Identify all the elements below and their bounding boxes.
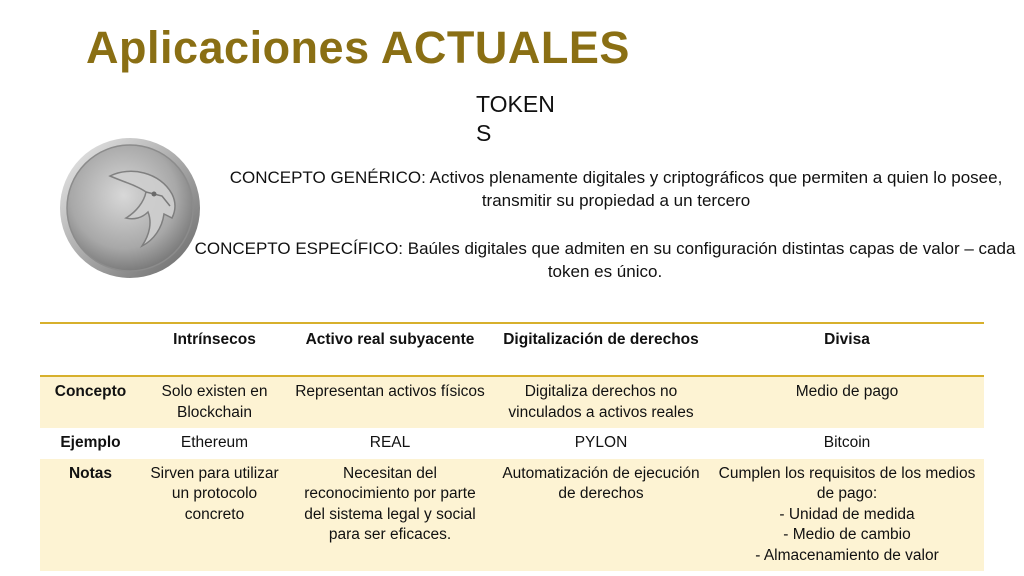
table-header-cell: Digitalización de derechos bbox=[492, 323, 710, 376]
table-cell: Solo existen en Blockchain bbox=[141, 376, 288, 428]
table-cell: PYLON bbox=[492, 428, 710, 459]
table-cell: Sirven para utilizar un protocolo concreto bbox=[141, 459, 288, 572]
tokens-table bbox=[40, 322, 984, 571]
row-label: Ejemplo bbox=[40, 428, 141, 459]
table-header-row bbox=[40, 323, 984, 376]
concept-specific-text: CONCEPTO ESPECÍFICO: Baúles digitales que admiten en su configuración distintas capas de valor – cada token es único. bbox=[194, 239, 1016, 281]
table-cell: Digitaliza derechos no vinculados a activos reales bbox=[492, 376, 710, 428]
table-cell: Automatización de ejecución de derechos bbox=[492, 459, 710, 572]
table-cell: Necesitan del reconocimiento por parte del sistema legal y social para ser eficaces. bbox=[288, 459, 492, 572]
table-row bbox=[40, 428, 984, 459]
table-cell: Cumplen los requisitos de los medios de pago: - Unidad de medida - Medio de cambio - Almacenamiento de valor bbox=[710, 459, 984, 572]
table-cell: Representan activos físicos bbox=[288, 376, 492, 428]
table-header-cell: Activo real subyacente bbox=[288, 323, 492, 376]
table-cell: Ethereum bbox=[141, 428, 288, 459]
concept-generic-text: CONCEPTO GENÉRICO: Activos plenamente digitales y criptográficos que permiten a quien lo posee, transmitir su propiedad a un tercero bbox=[229, 168, 1003, 210]
page-title: Aplicaciones ACTUALES bbox=[86, 22, 630, 73]
table-cell: Bitcoin bbox=[710, 428, 984, 459]
row-label: Concepto bbox=[40, 376, 141, 428]
eagle-coin-icon bbox=[58, 136, 202, 280]
table-header-cell: Divisa bbox=[710, 323, 984, 376]
table-cell: Medio de pago bbox=[710, 376, 984, 428]
table-row bbox=[40, 376, 984, 428]
row-label: Notas bbox=[40, 459, 141, 572]
table-header-cell bbox=[40, 323, 141, 376]
section-subtitle: TOKENS bbox=[476, 91, 555, 146]
table-header-cell: Intrínsecos bbox=[141, 323, 288, 376]
table-row bbox=[40, 459, 984, 572]
table-cell: REAL bbox=[288, 428, 492, 459]
